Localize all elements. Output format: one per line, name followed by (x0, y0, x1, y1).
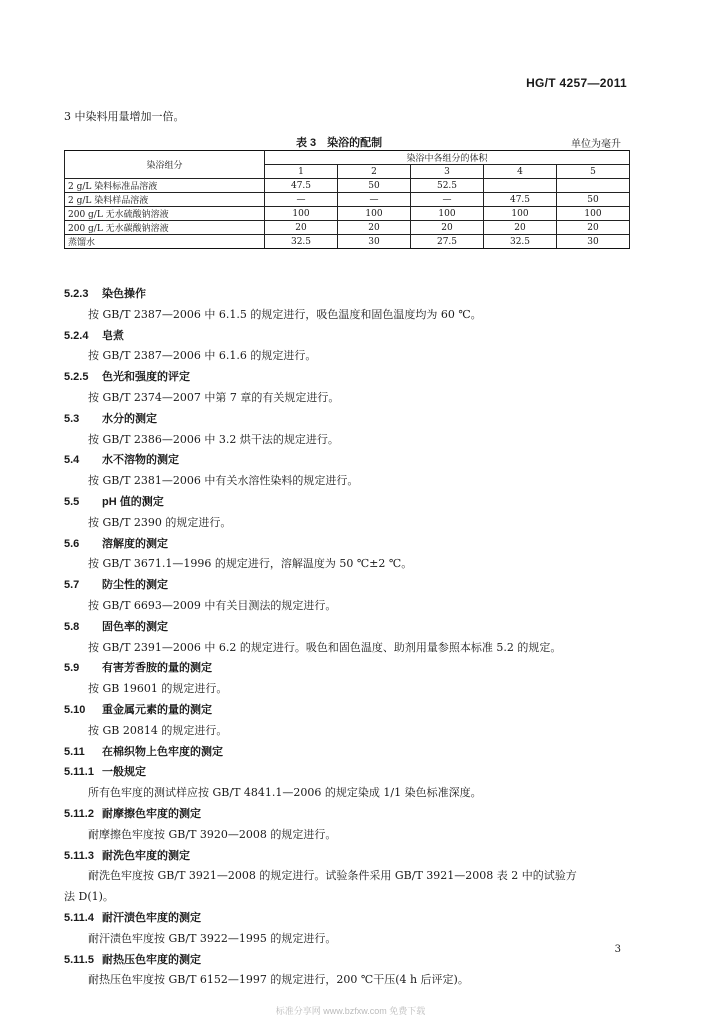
section-text: 按 GB/T 2391—2006 中 6.2 的规定进行。吸色和固色温度、助剂用量参照本标准 5.2 的规定。 (88, 640, 562, 654)
section-title: 水不溶物的测定 (102, 454, 179, 467)
table-cell: 100 (484, 207, 557, 221)
section-title: 水分的测定 (102, 412, 157, 425)
section-text: 按 GB/T 3671.1—1996 的规定进行，溶解温度为 50 ℃±2 ℃。 (88, 557, 413, 571)
section-heading (64, 950, 636, 971)
section-heading (64, 804, 636, 825)
section-title: 在棉织物上色牢度的测定 (102, 745, 223, 758)
section-title: 耐摩擦色牢度的测定 (102, 807, 201, 820)
section-text: 所有色牢度的测试样应按 GB/T 4841.1—2006 的规定染成 1/1 染色标准深度。 (88, 786, 482, 800)
section-number: 5.11.1 (64, 766, 94, 779)
section-text: 耐汗渍色牢度按 GB/T 3922—1995 的规定进行。 (88, 931, 337, 945)
section-heading (64, 617, 636, 638)
section-title: 耐热压色牢度的测定 (102, 953, 201, 966)
column-header: 5 (557, 165, 630, 179)
section-text: 按 GB 20814 的规定进行。 (88, 723, 228, 737)
table-cell: 100 (411, 207, 484, 221)
table-cell: — (411, 193, 484, 207)
row-label: 200 g/L 无水碳酸钠溶液 (65, 221, 265, 235)
section-heading (64, 658, 636, 679)
section-number: 5.6 (64, 537, 80, 550)
table-unit: 单位为毫升 (571, 139, 621, 150)
document-body (64, 284, 636, 991)
table-cell: 32.5 (265, 235, 338, 249)
section-title: 溶解度的测定 (102, 537, 168, 550)
section-title: 固色率的测定 (102, 620, 168, 633)
table-cell: 27.5 (411, 235, 484, 249)
section-number: 5.2.4 (64, 329, 89, 342)
volume-header: 染浴中各组分的体积 (265, 151, 630, 165)
table-cell: 32.5 (484, 235, 557, 249)
section-text: 按 GB/T 2387—2006 中 6.1.6 的规定进行。 (88, 349, 317, 363)
section-text: 按 GB/T 2381—2006 中有关水溶性染料的规定进行。 (88, 474, 359, 488)
section-title: 有害芳香胺的量的测定 (102, 662, 212, 675)
section-text: 耐热压色牢度按 GB/T 6152—1997 的规定进行，200 ℃干压(4 h 后评定)。 (88, 973, 469, 987)
section-number: 5.3 (64, 412, 80, 425)
section-number: 5.9 (64, 662, 80, 675)
section-heading (64, 908, 636, 929)
section-title: pH 值的测定 (102, 495, 164, 508)
dye-bath-table (64, 150, 630, 249)
section-text: 按 GB/T 6693—2009 中有关目测法的规定进行。 (88, 598, 337, 612)
column-header: 3 (411, 165, 484, 179)
table-row (65, 179, 630, 193)
section-number: 5.2.5 (64, 371, 89, 384)
section-number: 5.11 (64, 745, 85, 758)
section-number: 5.11.5 (64, 953, 94, 966)
section-title: 耐洗色牢度的测定 (102, 849, 190, 862)
section-title: 皂煮 (102, 329, 124, 342)
section-heading (64, 326, 636, 347)
table-cell: 47.5 (484, 193, 557, 207)
section-title: 色光和强度的评定 (102, 371, 190, 384)
table-header-row (65, 151, 630, 165)
table-cell: 100 (557, 207, 630, 221)
section-title: 耐汗渍色牢度的测定 (102, 911, 201, 924)
table-cell (557, 179, 630, 193)
table-cell (484, 179, 557, 193)
section-number: 5.5 (64, 495, 80, 508)
section-text: 按 GB/T 2374—2007 中第 7 章的有关规定进行。 (88, 390, 340, 404)
section-number: 5.8 (64, 620, 80, 633)
group-header: 染浴组分 (65, 151, 265, 179)
column-header: 4 (484, 165, 557, 179)
section-heading (64, 575, 636, 596)
section-text: 按 GB/T 2390 的规定进行。 (88, 515, 232, 529)
section-title: 染色操作 (102, 288, 146, 300)
watermark: 标准分享网 www.bzfxw.com 免费下载 (275, 1006, 426, 1016)
document-code: HG/T 4257—2011 (526, 76, 627, 90)
table-row (65, 193, 630, 207)
table-cell: 30 (338, 235, 411, 249)
table-cell: — (265, 193, 338, 207)
row-label: 2 g/L 染料标准品溶液 (65, 179, 265, 193)
table-row (65, 207, 630, 221)
column-header: 2 (338, 165, 411, 179)
section-number: 5.2.3 (64, 288, 89, 300)
section-heading (64, 492, 636, 513)
row-label: 2 g/L 染料样品溶液 (65, 193, 265, 207)
section-heading (64, 846, 636, 867)
section-number: 5.7 (64, 579, 80, 592)
section-text: 按 GB 19601 的规定进行。 (88, 682, 228, 696)
section-heading (64, 284, 636, 305)
section-text: 按 GB/T 2387—2006 中 6.1.5 的规定进行，吸色温度和固色温度均为 60 ℃。 (88, 307, 482, 321)
table-caption: 表 3 染浴的配制 (296, 137, 383, 149)
section-heading (64, 409, 636, 430)
section-text: 耐摩擦色牢度按 GB/T 3920—2008 的规定进行。 (88, 827, 337, 841)
section-title: 一般规定 (102, 766, 146, 779)
table-cell: 100 (265, 207, 338, 221)
table-cell: 20 (265, 221, 338, 235)
table-cell: 50 (338, 179, 411, 193)
row-label: 200 g/L 无水硫酸钠溶液 (65, 207, 265, 221)
section-title: 重金属元素的量的测定 (102, 703, 212, 716)
table-cell: — (338, 193, 411, 207)
section-heading (64, 700, 636, 721)
section-heading (64, 367, 636, 388)
section-heading (64, 450, 636, 471)
section-title: 防尘性的测定 (102, 579, 168, 592)
table-cell: 20 (338, 221, 411, 235)
table-cell: 47.5 (265, 179, 338, 193)
section-number: 5.10 (64, 703, 86, 716)
section-number: 5.11.3 (64, 849, 94, 862)
table-cell: 52.5 (411, 179, 484, 193)
table-cell: 20 (557, 221, 630, 235)
table-cell: 20 (411, 221, 484, 235)
section-number: 5.11.4 (64, 911, 94, 924)
section-number: 5.4 (64, 454, 80, 467)
section-heading (64, 762, 636, 783)
intro-line: 3 中染料用量增加一倍。 (64, 110, 185, 123)
section-heading (64, 742, 636, 763)
table-row (65, 221, 630, 235)
column-header: 1 (265, 165, 338, 179)
table-cell: 50 (557, 193, 630, 207)
table-cell: 20 (484, 221, 557, 235)
table-row (65, 235, 630, 249)
table-cell: 100 (338, 207, 411, 221)
section-text: 耐洗色牢度按 GB/T 3921—2008 的规定进行。试验条件采用 GB/T 3921—2008 表 2 中的试验方 (88, 869, 577, 883)
page-number: 3 (614, 944, 621, 955)
section-heading (64, 534, 636, 555)
section-text: 按 GB/T 2386—2006 中 3.2 烘干法的规定进行。 (88, 432, 339, 446)
row-label: 蒸馏水 (65, 235, 265, 249)
section-number: 5.11.2 (64, 807, 94, 820)
section-text-continued: 法 D(1)。 (64, 890, 114, 904)
table-cell: 30 (557, 235, 630, 249)
